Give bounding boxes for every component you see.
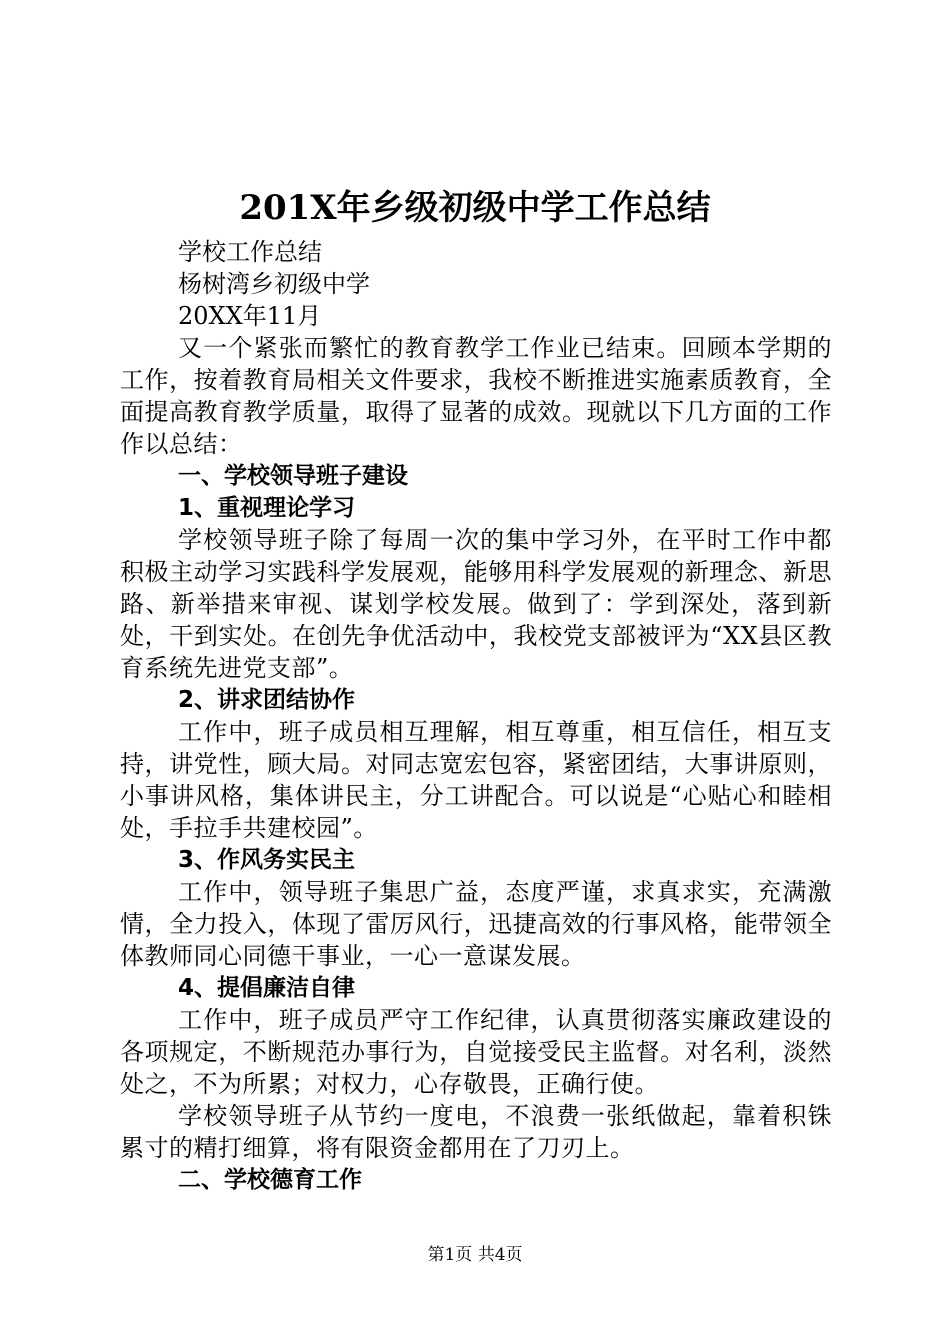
paragraph-work-style: 工作中，领导班子集思广益，态度严谨，求真求实，充满激情，全力投入，体现了雷厉风行，迅捷高效的行事风格，能带领全体教师同心同德干事业，一心一意谋发展。	[120, 878, 832, 970]
subheading-work-style: 3、作风务实民主	[178, 847, 356, 873]
document-title: 201X年乡级初级中学工作总结	[239, 188, 711, 228]
section-heading-moral-education: 二、学校德育工作	[178, 1167, 362, 1193]
paragraph-frugality: 学校领导班子从节约一度电，不浪费一张纸做起，靠着积铢累寸的精打细算，将有限资金都用在了刀刃上。	[120, 1102, 832, 1162]
intro-paragraph: 又一个紧张而繁忙的教育教学工作业已结束。回顾本学期的工作，按着教育局相关文件要求，我校不断推进实施素质教育，全面提高教育教学质量，取得了显著的成效。现就以下几方面的工作作以总结：	[120, 334, 832, 458]
page-footer: 第1页 共4页	[427, 1245, 523, 1265]
subheading-theory-study: 1、重视理论学习	[178, 495, 356, 521]
subheading-teamwork: 2、讲求团结协作	[178, 687, 356, 713]
document-date: 20XX年11月	[178, 302, 322, 330]
section-heading-leadership: 一、学校领导班子建设	[178, 463, 408, 489]
document-body	[120, 236, 832, 1196]
document-subtitle: 学校工作总结	[178, 238, 322, 266]
paragraph-theory-study: 学校领导班子除了每周一次的集中学习外，在平时工作中都积极主动学习实践科学发展观，能够用科学发展观的新理念、新思路、新举措来审视、谋划学校发展。做到了：学到深处，落到新处，干到实处。在创先争优活动中，我校党支部被评为“XX县区教育系统先进党支部”。	[120, 526, 832, 682]
paragraph-teamwork: 工作中，班子成员相互理解，相互尊重，相互信任，相互支持，讲党性，顾大局。对同志宽宏包容，紧密团结，大事讲原则，小事讲风格，集体讲民主，分工讲配合。可以说是“心贴心和睦相处，手拉手共建校园”。	[120, 718, 832, 842]
subheading-integrity: 4、提倡廉洁自律	[178, 975, 356, 1001]
school-name: 杨树湾乡初级中学	[178, 270, 370, 298]
paragraph-integrity: 工作中，班子成员严守工作纪律，认真贯彻落实廉政建设的各项规定，不断规范办事行为，自觉接受民主监督。对名利，淡然处之，不为所累；对权力，心存敬畏，正确行使。	[120, 1006, 832, 1098]
